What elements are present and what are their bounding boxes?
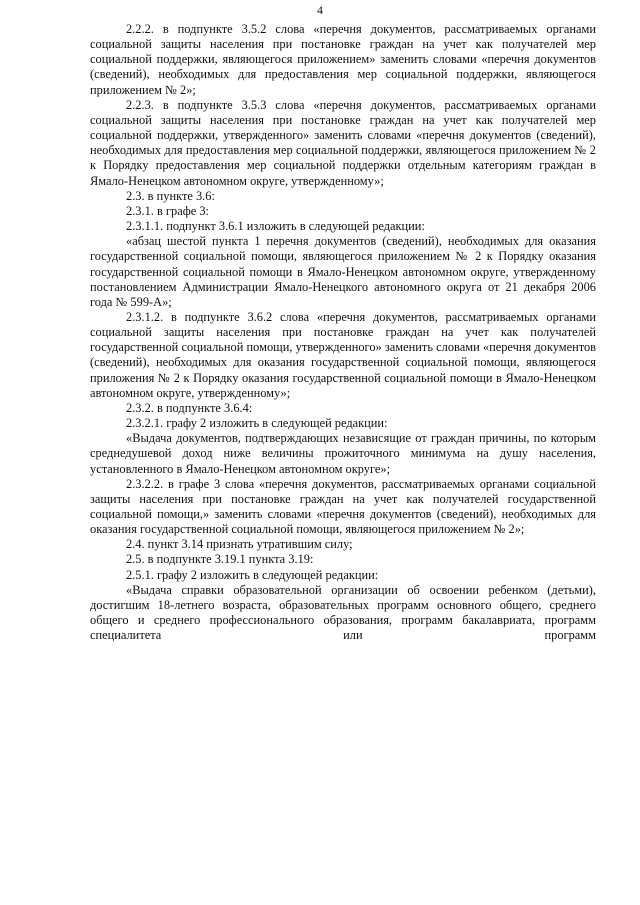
paragraph-2-3: 2.3. в пункте 3.6: [126,188,215,203]
paragraph-2-3-2-1: 2.3.2.1. графу 2 изложить в следующей редакции: [126,416,388,431]
paragraph-2-5: 2.5. в подпункте 3.19.1 пункта 3.19: [126,552,314,567]
paragraph-2-3-2: 2.3.2. в подпункте 3.6.4: [126,400,253,415]
paragraph-2-3-1-1: 2.3.1.1. подпункт 3.6.1 изложить в следующей редакции: [126,219,425,234]
paragraph-quote-vydacha-spravki: «Выдача справки образовательной организации об освоении ребенком (детьми), достигшим 18-летнего возраста, образовательных программ основного общего, среднего общего и среднего профессионального образования, программ бакалавриата, программ специалитета или программ [90,582,596,643]
paragraph-2-3-1: 2.3.1. в графе 3: [126,203,209,218]
paragraph-2-4: 2.4. пункт 3.14 признать утратившим силу; [126,537,353,552]
paragraph-quote-vydacha-dokumentov: «Выдача документов, подтверждающих независящие от граждан причины, по которым среднедушевой доход ниже величины прожиточного минимума на душу населения, установленного в Ямало-Ненецком автономном округе»; [90,431,596,476]
document-body [90,22,596,643]
page-number: 4 [317,3,323,17]
paragraph-2-3-1-2: 2.3.1.2. в подпункте 3.6.2 слова «перечня документов, рассматриваемых органами социальной защиты населения при постановке граждан на учет как получателей государственной социальной помощи, утвержденного» заменить словами «перечня документов (сведений), необходимых для оказания государственной социальной помощи, являющегося приложения № 2 к Порядку оказания государственной социальной помощи в Ямало-Ненецком автономном округе, утвержденному»; [90,309,596,400]
paragraph-quote-abzac-shestoy: «абзац шестой пункта 1 перечня документов (сведений), необходимых для оказания государственной социальной помощи, являющегося приложением № 2 к Порядку оказания государственной социальной помощи в Ямало-Ненецком автономном округе, утвержденному постановлением Администрации Ямало-Ненецкого автономного округа от 21 декабря 2006 года № 599-А»; [90,234,596,309]
paragraph-2-5-1: 2.5.1. графу 2 изложить в следующей редакции: [126,567,379,582]
paragraph-2-2-3: 2.2.3. в подпункте 3.5.3 слова «перечня документов, рассматриваемых органами социальной защиты населения при постановке граждан на учет как получателей мер социальной поддержки, утвержденного» заменить словами «перечня документов (сведений), необходимых для предоставления мер социальной поддержки, являющегося приложением № 2 к Порядку предоставления мер социальной поддержки отдельным категориям граждан в Ямало-Ненецком автономном округе, утвержденному»; [90,97,596,188]
paragraph-2-3-2-2: 2.3.2.2. в графе 3 слова «перечня документов, рассматриваемых органами социальной защиты населения при постановке граждан на учет как получателей государственной социальной помощи,» заменить словами «перечня документов (сведений), необходимых для оказания государственной социальной помощи, являющегося приложением № 2»; [90,476,596,537]
paragraph-2-2-2: 2.2.2. в подпункте 3.5.2 слова «перечня документов, рассматриваемых органами социальной защиты населения при постановке граждан на учет как получателей мер социальной поддержки, являющегося приложением» заменить словами «перечня документов (сведений), необходимых для предоставления мер социальной поддержки, являющегося приложением № 2»; [90,22,596,97]
